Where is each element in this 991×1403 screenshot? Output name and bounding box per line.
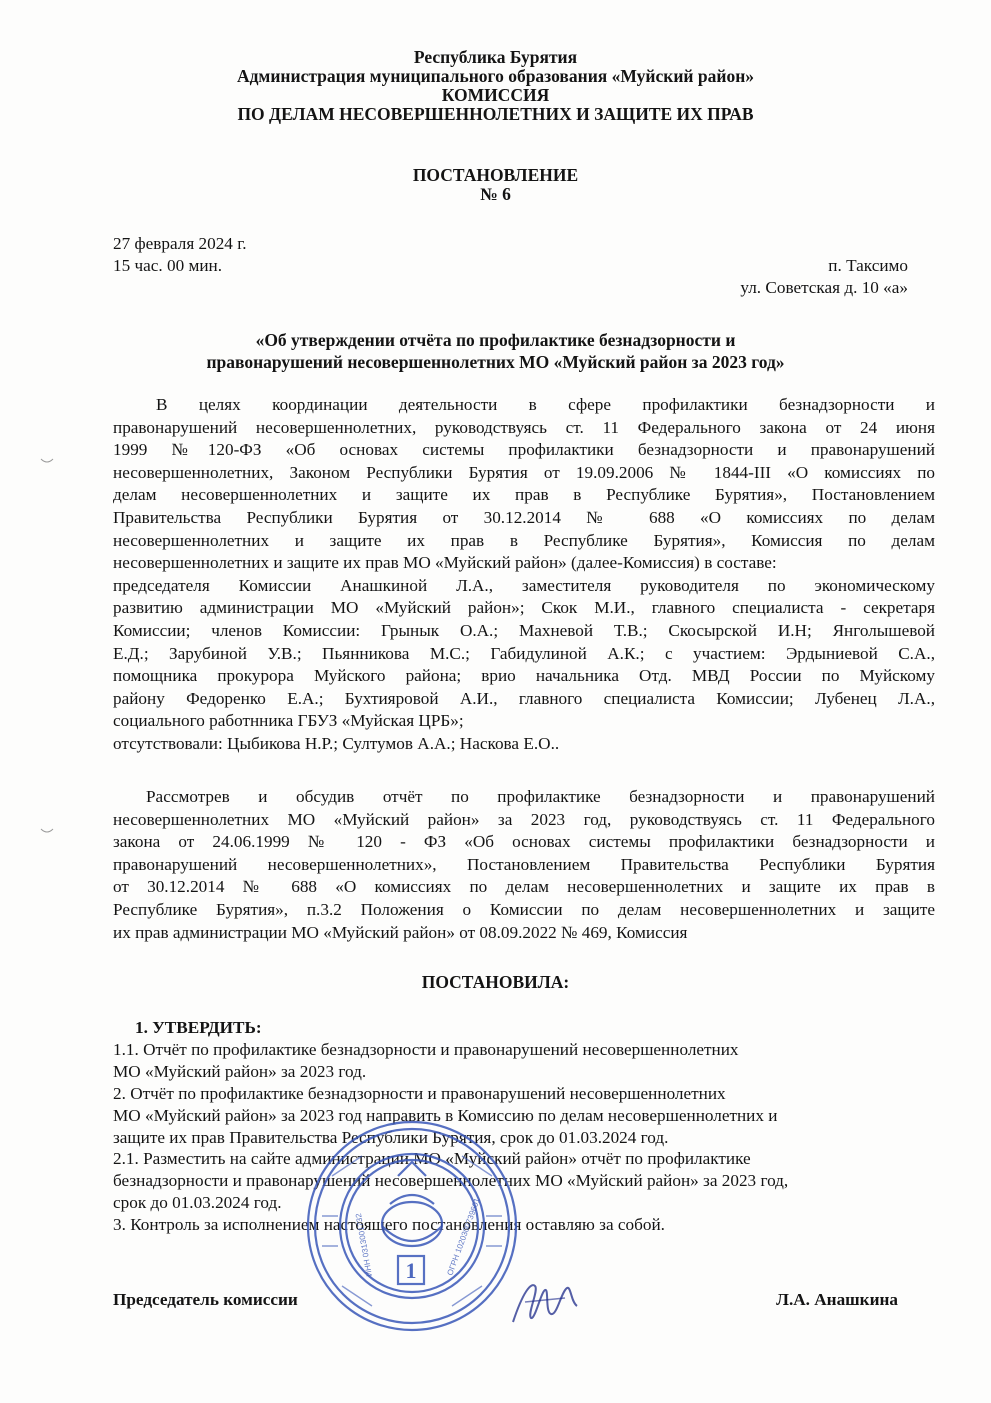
paragraph-line: развитию администрации МО «Муйский район»; Скок М.И., главного специалиста - секретаря [113,598,935,618]
resolution-item: 2.1. Разместить на сайте администрации МО «Муйский район» отчёт по профилактике [113,1149,751,1169]
resolution-item: безнадзорности и правонарушений несовершеннолетних МО «Муйский район» за 2023 год, [113,1171,789,1191]
seal-number: 1 [405,1258,417,1283]
meeting-address: ул. Советская д. 10 «а» [740,278,908,297]
resolved-heading-text: ПОСТАНОВИЛА: [421,972,570,992]
document-header [0,48,991,124]
meeting-place: п. Таксимо [828,256,908,275]
preamble-paragraph [113,394,935,756]
paragraph-line: несовершеннолетних и защите их прав в Республике Бурятия», Комиссия по делам [113,530,935,550]
meeting-time: 15 час. 00 мин. [113,256,223,275]
administration-name: Администрация муниципального образования «Муйский район» [236,66,755,86]
official-seal-icon [302,1116,522,1336]
paragraph-line: Рассмотрев и обсудив отчёт по профилактике безнадзорности и правонарушений [146,787,935,806]
paragraph-line: правонарушений несовершеннолетних», Постановлением Правительства Республики Бурятия [113,854,935,874]
paragraph-line: Правительства Республики Бурятия от 30.12.2014 № 688 «О комиссиях по делам [113,507,935,527]
resolution-item: МО «Муйский район» за 2023 год. [113,1061,367,1081]
paragraph-line: от 30.12.2014 № 688 «О комиссиях по делам несовершеннолетних и защите их прав в [113,877,935,897]
resolution-item: МО «Муйский район» за 2023 год направить в Комиссию по делам несовершеннолетних и [113,1105,778,1125]
paragraph-line: помощника прокурора Муйского района; врио начальника Отд. МВД России по Муйскому [113,666,935,686]
commission-name: КОМИССИЯ [441,85,550,105]
resolution-item: 3. Контроль за исполнением настоящего постановления оставляю за собой. [113,1215,665,1235]
paragraph-line: району Федоренко Е.А.; Бухтияровой А.И., главного специалиста Комиссии; Лубенец Л.А., [113,688,935,708]
signatory-position: Председатель комиссии [113,1290,298,1309]
paragraph-line: Республике Бурятия», п.3.2 Положения о Комиссии по делам несовершеннолетних и защите [113,899,935,919]
punch-mark-icon [40,455,54,469]
resolution-item: 1. УТВЕРДИТЬ: [135,1018,262,1037]
paragraph-line: Е.Д.; Зарубиной У.В.; Пьянникова М.С.; Габидулиной А.К.; с участием: Эрдыниевой С.А., [113,643,935,663]
paragraph-line: правонарушений несовершеннолетних, руководствуясь ст. 11 Федерального закона от 24 июня [113,417,935,437]
document-type: ПОСТАНОВЛЕНИЕ [412,165,579,185]
document-title-line: «Об утверждении отчёта по профилактике безнадзорности и [255,330,736,350]
paragraph-line: несовершеннолетних и защите их прав МО «Муйский район» (далее-Комиссия) в составе: [113,553,777,573]
paragraph-line: социального работнника ГБУЗ «Муйская ЦРБ»; [113,711,464,731]
paragraph-line: 1999 №120-ФЗ «Об основах системы профилактики безнадзорности и правонарушений [113,440,935,460]
commission-full-name: ПО ДЕЛАМ НЕСОВЕРШЕННОЛЕТНИХ И ЗАЩИТЕ ИХ ПРАВ [237,104,754,124]
meeting-date: 27 февраля 2024 г. [113,234,247,253]
paragraph-line: несовершеннолетних, Законом Республики Бурятия от 19.09.2006 № 1844-III «О комиссиях по [113,462,935,482]
resolved-heading [0,973,991,992]
signatory-name: Л.А. Анашкина [776,1290,898,1309]
consideration-paragraph [113,786,935,944]
document-title [0,329,991,373]
document-number: № 6 [480,184,511,204]
paragraph-line: председателя Комиссии Анашкиной Л.А., заместителя руководителя по экономическому [113,575,935,595]
handwritten-signature-icon [505,1262,585,1342]
document-type-block [0,166,991,204]
seal-ogrn: ОГРН 1020300739601 [445,1196,482,1277]
resolution-item: 2. Отчёт по профилактике безнадзорности и правонарушений несовершеннолетних [113,1083,726,1103]
paragraph-line: их прав администрации МО «Муйский район» от 08.09.2022 № 469, Комиссия [113,922,688,942]
seal-inn: ИНН 0313001732 [353,1212,374,1278]
paragraph-line: Комиссии; членов Комиссии: Грынык О.А.; Махневой Т.В.; Скосырской И.Н; Янголышевой [113,620,935,640]
resolution-item: срок до 01.03.2024 год. [113,1193,282,1213]
paragraph-line: закона от 24.06.1999 № 120 - ФЗ «Об основах системы профилактики безнадзорности и [113,832,935,852]
paragraph-line: отсутствовали: Цыбикова Н.Р.; Султумов А.А.; Наскова Е.О.. [113,733,560,753]
punch-mark-icon [40,825,54,839]
paragraph-line: делам несовершеннолетних и защите их прав в Республике Бурятия», Постановлением [113,485,935,505]
resolution-item: 1.1. Отчёт по профилактике безнадзорности и правонарушений несовершеннолетних [113,1039,739,1059]
document-title-line: правонарушений несовершеннолетних МО «Муйский район за 2023 год» [206,352,785,372]
paragraph-line: В целях координации деятельности в сфере профилактики безнадзорности и [156,395,935,414]
resolution-item: защите их прав Правительства Республики Бурятия, срок до 01.03.2024 год. [113,1127,669,1147]
republic-name: Республика Бурятия [413,47,578,67]
paragraph-line: несовершеннолетних МО «Муйский район» за 2023 год, руководствуясь ст. 11 Федерального [113,809,935,829]
